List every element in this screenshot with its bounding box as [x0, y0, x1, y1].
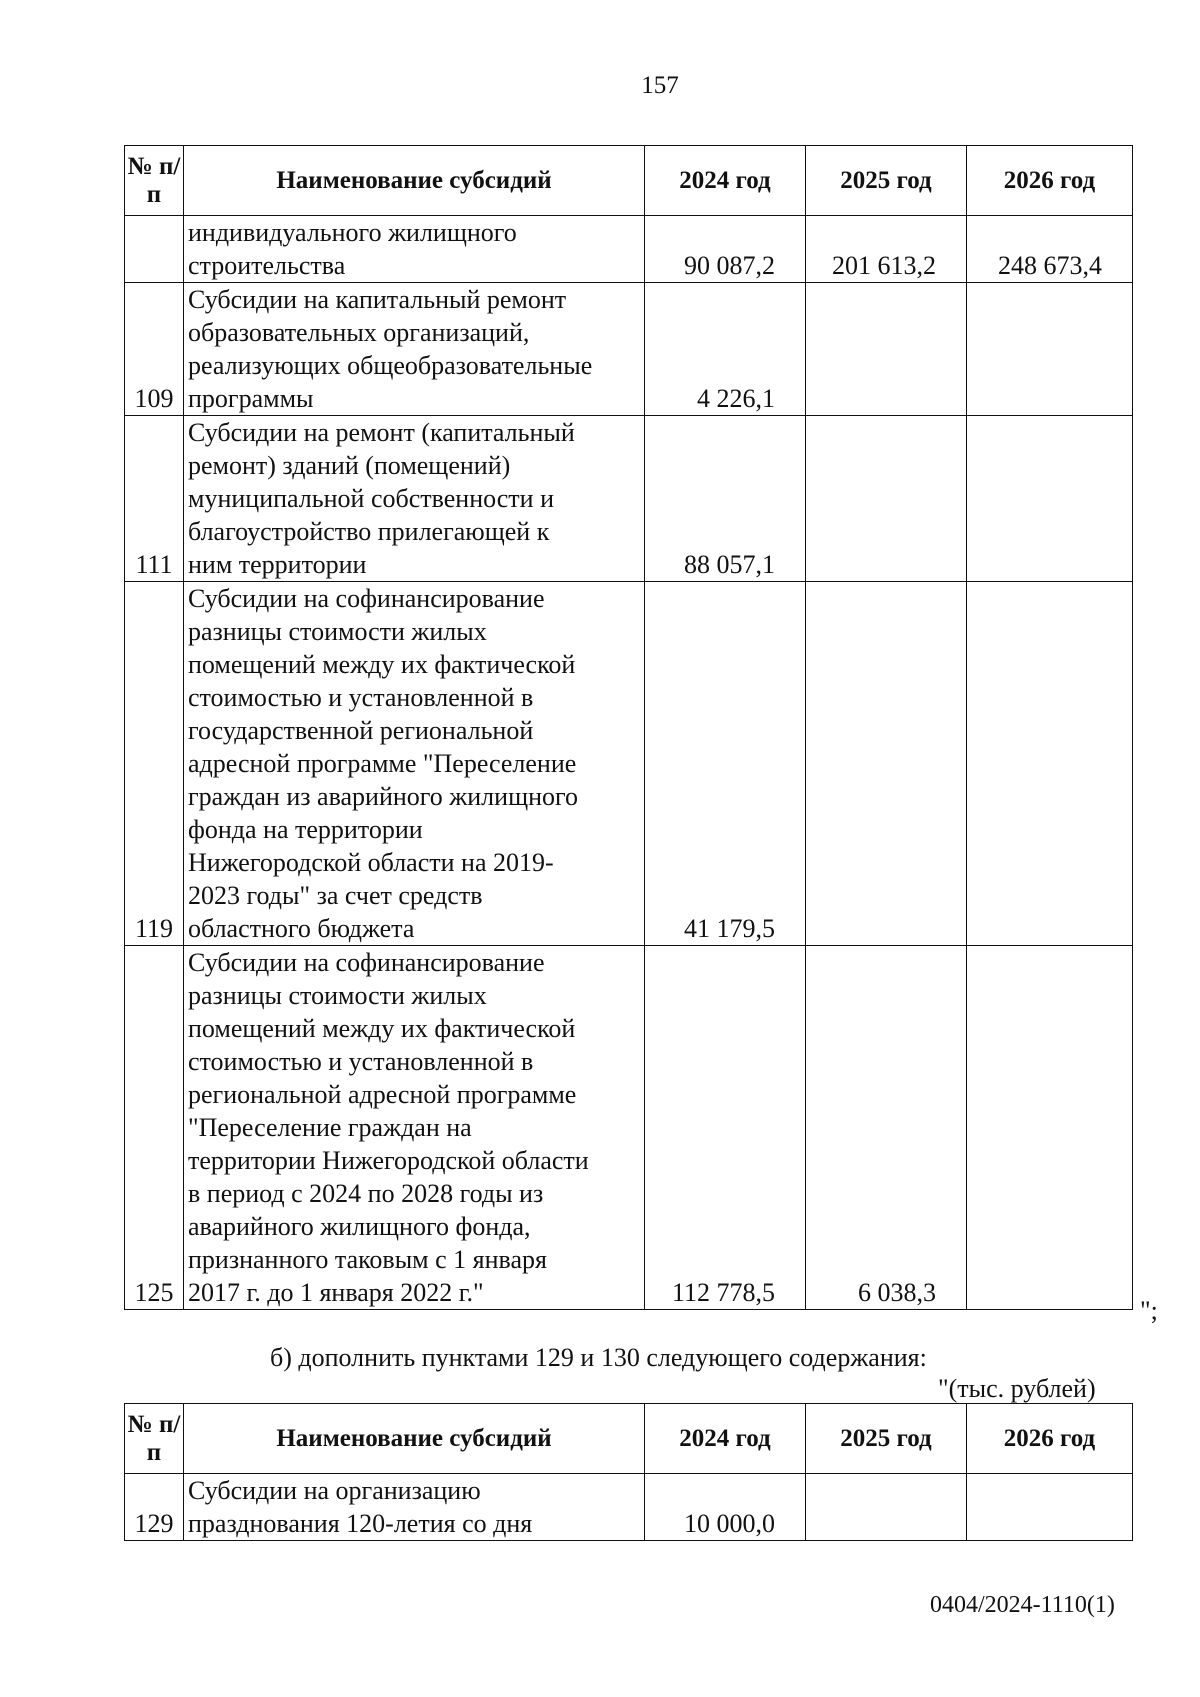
- subsidy-name-line: разницы стоимости жилых: [188, 981, 487, 1010]
- table-body: [125, 1474, 1133, 1541]
- subsidies-table: [124, 145, 1133, 1310]
- subsidy-name-line: благоустройство прилегающей к: [188, 517, 550, 546]
- value-2024: 41 179,5: [645, 582, 806, 946]
- value-2025: [806, 582, 967, 946]
- value-2024: 88 057,1: [645, 416, 806, 582]
- subsidy-name-line: в период с 2024 по 2028 годы из: [188, 1179, 544, 1208]
- header-2024: 2024 год: [645, 1404, 806, 1474]
- subsidy-name: [184, 283, 645, 416]
- table-header-row: [125, 146, 1133, 216]
- row-number: 111: [125, 416, 184, 582]
- instruction-text: б) дополнить пунктами 129 и 130 следующего содержания:: [270, 1343, 927, 1372]
- subsidy-name-line: стоимостью и установленной в: [188, 1047, 534, 1076]
- subsidy-name-line: областного бюджета: [188, 914, 415, 943]
- value-2025: [806, 283, 967, 416]
- header-2025: 2025 год: [806, 1404, 967, 1474]
- row-number: 109: [125, 283, 184, 416]
- table-row: [125, 216, 1133, 283]
- value-2024: 10 000,0: [645, 1474, 806, 1541]
- value-2026: [967, 283, 1133, 416]
- subsidy-name-line: индивидуального жилищного: [188, 218, 517, 247]
- subsidy-name-line: ним территории: [188, 550, 367, 579]
- header-num: № п/п: [125, 146, 184, 216]
- subsidy-name-line: признанного таковым с 1 января: [188, 1245, 547, 1274]
- value-2024: 112 778,5: [645, 946, 806, 1310]
- units-label: "(тыс. рублей): [938, 1374, 1096, 1403]
- value-2026: 248 673,4: [967, 216, 1133, 283]
- row-number: 125: [125, 946, 184, 1310]
- subsidy-name-line: территории Нижегородской области: [188, 1146, 589, 1175]
- subsidy-name: [184, 416, 645, 582]
- subsidy-name-line: разницы стоимости жилых: [188, 617, 487, 646]
- subsidy-name-line: празднования 120-летия со дня: [188, 1509, 533, 1538]
- value-2024: 4 226,1: [645, 283, 806, 416]
- subsidy-name-line: Нижегородской области на 2019-: [188, 848, 554, 877]
- table-row: [125, 283, 1133, 416]
- header-name: Наименование субсидий: [184, 146, 645, 216]
- value-2026: [967, 946, 1133, 1310]
- subsidy-name-line: муниципальной собственности и: [188, 484, 554, 513]
- subsidy-name-line: 2023 годы" за счет средств: [188, 881, 483, 910]
- table-header-row: [125, 1404, 1133, 1474]
- subsidy-name: [184, 1474, 645, 1541]
- table-row: [125, 582, 1133, 946]
- value-2025: [806, 416, 967, 582]
- subsidy-name-line: 2017 г. до 1 января 2022 г.": [188, 1278, 484, 1307]
- row-number: 129: [125, 1474, 184, 1541]
- subsidy-name-line: образовательных организаций,: [188, 318, 530, 347]
- value-2026: [967, 582, 1133, 946]
- header-2024: 2024 год: [645, 146, 806, 216]
- table-row: [125, 946, 1133, 1310]
- subsidy-name-line: государственной региональной: [188, 716, 534, 745]
- table-body: [125, 216, 1133, 1310]
- header-num: № п/п: [125, 1404, 184, 1474]
- table-row: [125, 416, 1133, 582]
- subsidy-name-line: программы: [188, 384, 314, 413]
- document-code: 0404/2024-1110(1): [930, 1592, 1115, 1618]
- subsidy-name-line: аварийного жилищного фонда,: [188, 1212, 531, 1241]
- header-2026: 2026 год: [967, 146, 1133, 216]
- page-number: 157: [641, 72, 679, 99]
- subsidy-name-line: Субсидии на ремонт (капитальный: [188, 418, 575, 447]
- closing-quote: ";: [1140, 1296, 1158, 1325]
- header-2026: 2026 год: [967, 1404, 1133, 1474]
- header-2025: 2025 год: [806, 146, 967, 216]
- value-2026: [967, 416, 1133, 582]
- subsidy-name-line: Субсидии на софинансирование: [188, 584, 545, 613]
- subsidy-name-line: помещений между их фактической: [188, 650, 576, 679]
- value-2024: 90 087,2: [645, 216, 806, 283]
- subsidy-name-line: граждан из аварийного жилищного: [188, 782, 579, 811]
- value-2025: 201 613,2: [806, 216, 967, 283]
- subsidies-table-additions: [124, 1403, 1133, 1541]
- subsidy-name-line: региональной адресной программе: [188, 1080, 577, 1109]
- subsidy-name: [184, 946, 645, 1310]
- subsidy-name-line: ремонт) зданий (помещений): [188, 451, 511, 480]
- subsidy-name-line: Субсидии на организацию: [188, 1476, 481, 1505]
- subsidy-name-line: адресной программе "Переселение: [188, 749, 577, 778]
- value-2025: 6 038,3: [806, 946, 967, 1310]
- subsidy-name: [184, 216, 645, 283]
- subsidy-name-line: строительства: [188, 251, 346, 280]
- subsidy-name-line: помещений между их фактической: [188, 1014, 576, 1043]
- row-number: 119: [125, 582, 184, 946]
- table-row: [125, 1474, 1133, 1541]
- subsidy-name-line: реализующих общеобразовательные: [188, 351, 593, 380]
- subsidy-name-line: стоимостью и установленной в: [188, 683, 534, 712]
- value-2026: [967, 1474, 1133, 1541]
- value-2025: [806, 1474, 967, 1541]
- subsidy-name-line: "Переселение граждан на: [188, 1113, 472, 1142]
- row-number: [125, 216, 184, 283]
- subsidy-name-line: фонда на территории: [188, 815, 423, 844]
- subsidy-name-line: Субсидии на софинансирование: [188, 948, 545, 977]
- subsidy-name: [184, 582, 645, 946]
- subsidy-name-line: Субсидии на капитальный ремонт: [188, 285, 567, 314]
- header-name: Наименование субсидий: [184, 1404, 645, 1474]
